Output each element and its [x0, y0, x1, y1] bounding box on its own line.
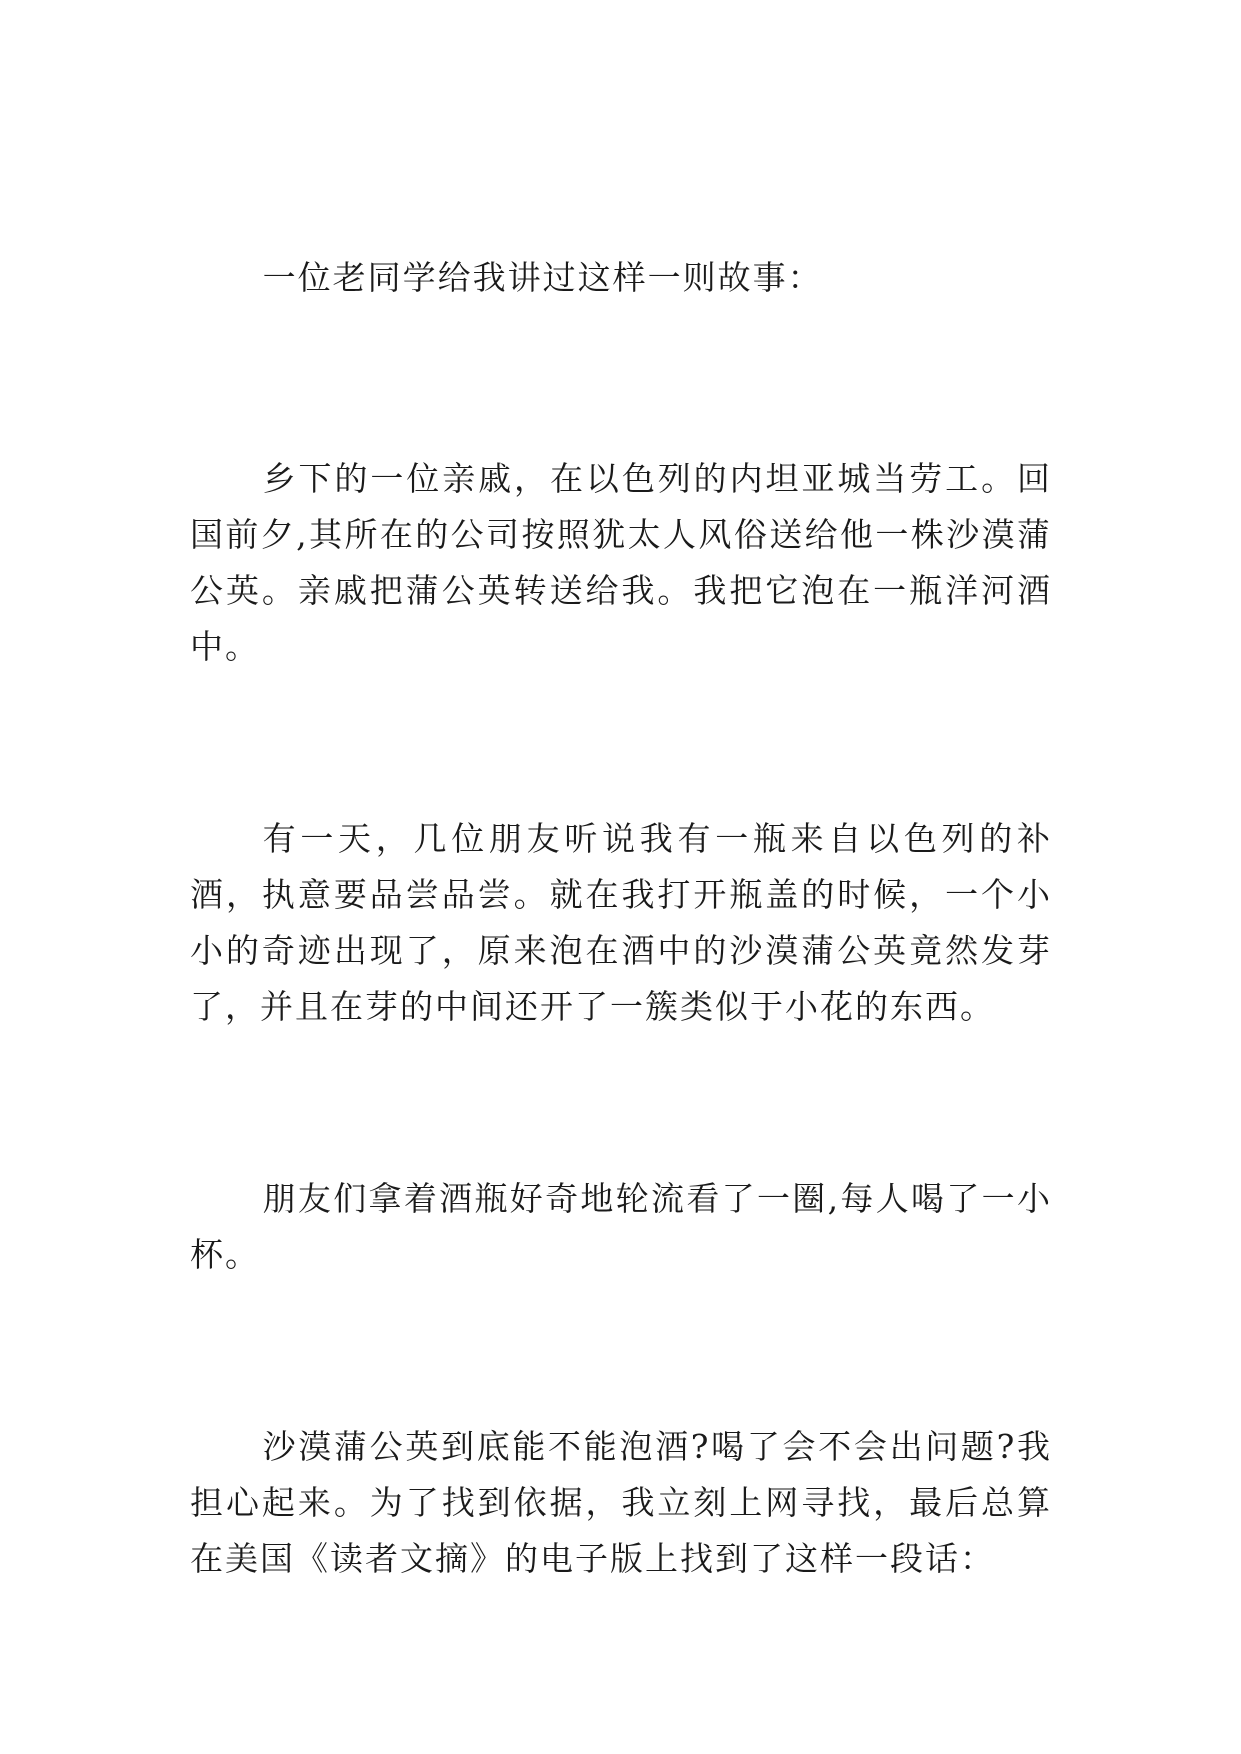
- paragraph-2: 乡下的一位亲戚，在以色列的内坦亚城当劳工。回国前夕,其所在的公司按照犹太人风俗送给他一株沙漠蒲公英。亲戚把蒲公英转送给我。我把它泡在一瓶洋河酒中。: [190, 459, 1052, 666]
- paragraph-3: 有一天，几位朋友听说我有一瓶来自以色列的补酒，执意要品尝品尝。就在我打开瓶盖的时候，一个小小的奇迹出现了，原来泡在酒中的沙漠蒲公英竟然发芽了，并且在芽的中间还开了一簇类似于小花的东西。: [190, 819, 1052, 1026]
- paragraph-4: 朋友们拿着酒瓶好奇地轮流看了一圈,每人喝了一小杯。: [190, 1179, 1052, 1274]
- paragraph-5: 沙漠蒲公英到底能不能泡酒?喝了会不会出问题?我担心起来。为了找到依据，我立刻上网寻找，最后总算在美国《读者文摘》的电子版上找到了这样一段话：: [190, 1427, 1052, 1578]
- document-body: [190, 250, 1052, 1723]
- paragraph-1: 一位老同学给我讲过这样一则故事：: [262, 258, 823, 297]
